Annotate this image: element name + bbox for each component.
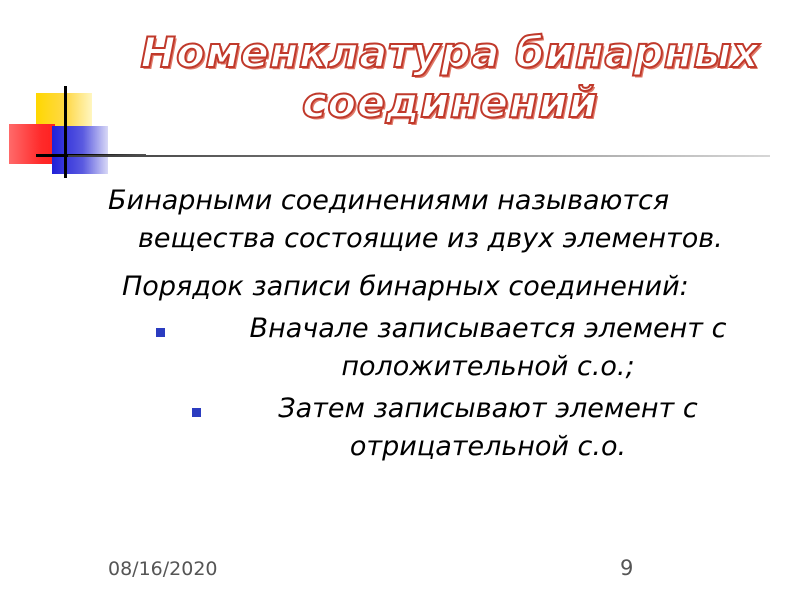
title-line-1: Номенклатура бинарных	[140, 28, 760, 77]
bullet-text-2: Затем записывают элемент с отрицательной с.о.	[278, 393, 698, 462]
footer-date: 08/16/2020	[108, 558, 218, 580]
definition-paragraph: Бинарными соединениями называются вещества состоящие из двух элементов.	[108, 185, 723, 254]
order-heading: Порядок записи бинарных соединений:	[122, 271, 689, 302]
logo-vertical-line	[64, 86, 67, 178]
title-line-2: соединений	[302, 78, 598, 127]
title-divider	[68, 155, 770, 157]
list-item	[108, 390, 788, 466]
list-item	[108, 310, 788, 386]
decorative-squares-logo	[0, 0, 140, 190]
slide-title	[140, 28, 760, 128]
square-bullet-icon	[192, 408, 201, 417]
bullet-text-1: Вначале записывается элемент с положительной с.о.;	[249, 313, 727, 382]
slide-body	[108, 182, 788, 470]
bullet-list	[108, 310, 788, 466]
red-square	[9, 124, 55, 164]
square-bullet-icon	[156, 328, 165, 337]
blue-square	[52, 126, 108, 174]
page-number: 9	[620, 556, 634, 580]
